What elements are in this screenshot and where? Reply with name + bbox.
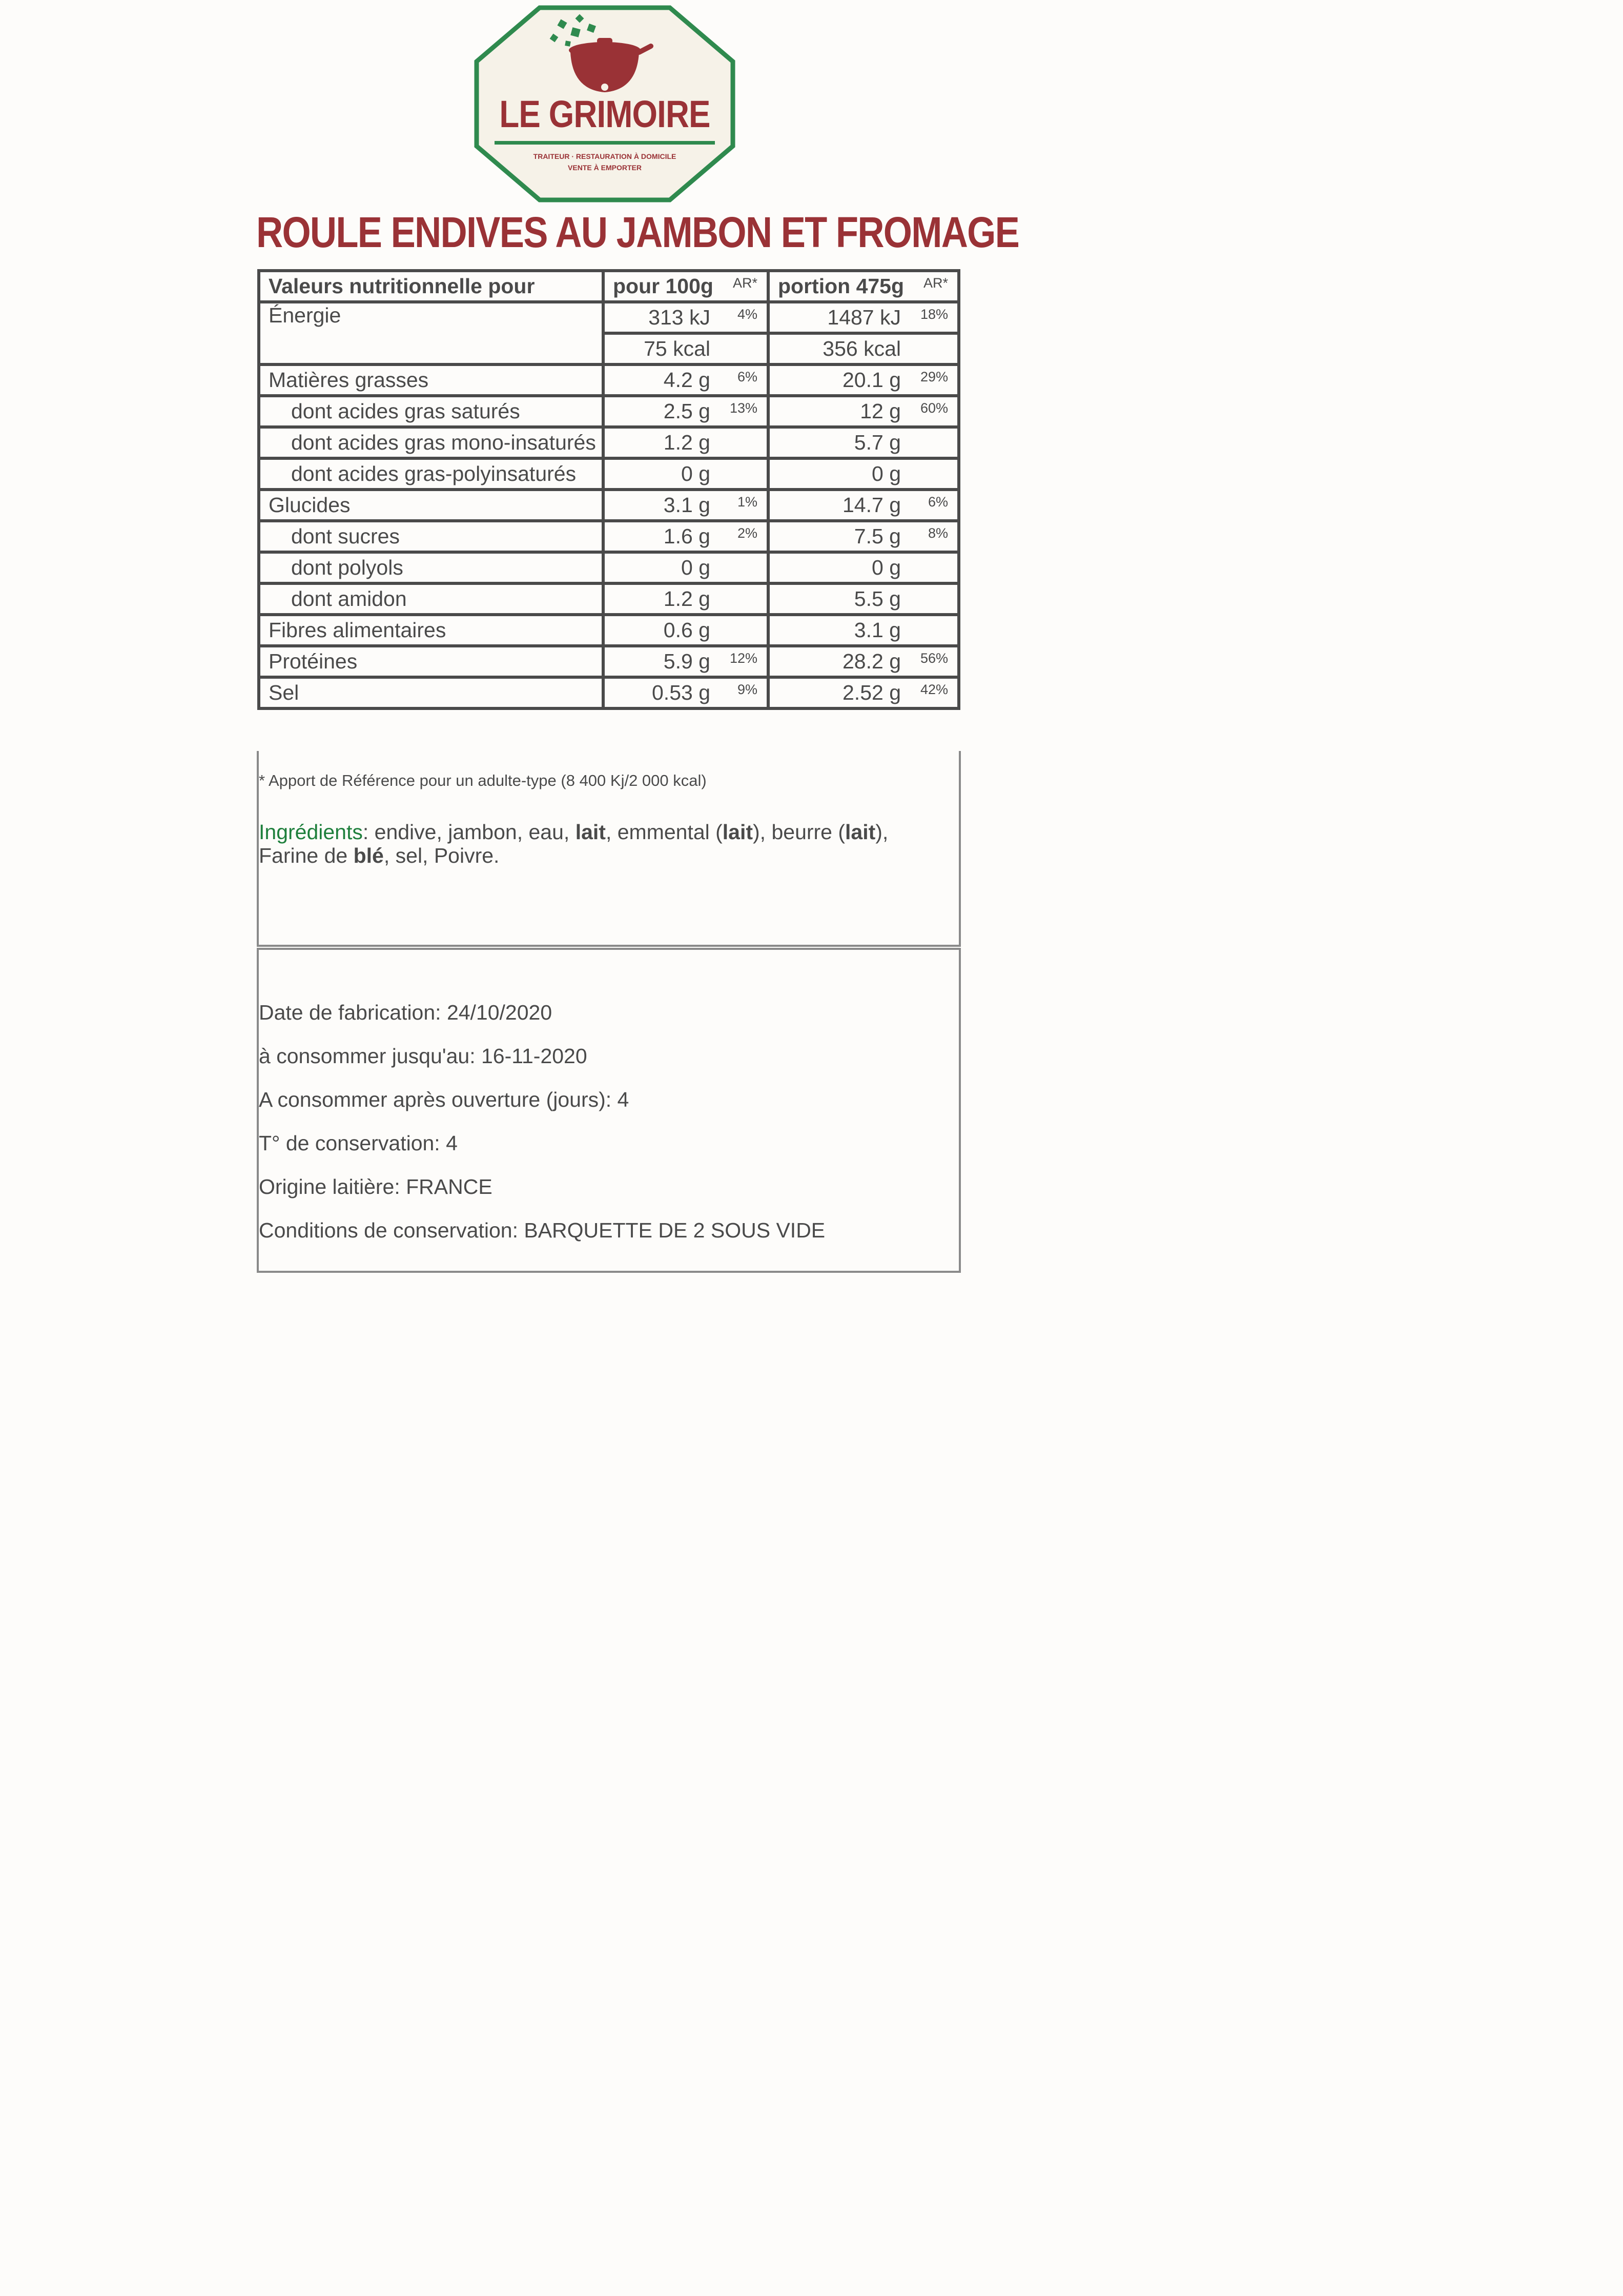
ar-value: 9% — [737, 682, 757, 697]
ar-marker: AR* — [732, 275, 757, 291]
ar-value: 12% — [729, 651, 757, 666]
nutrition-table — [257, 269, 960, 710]
energy-kj-portion: 1487 kJ 18% — [768, 302, 959, 333]
ar-value: 13% — [729, 400, 757, 416]
nutrient-label: Fibres alimentaires — [259, 615, 603, 646]
value-per-portion: 20.1 g 29% — [768, 364, 959, 396]
value-per-100g: 1.2 g — [603, 427, 768, 458]
ar-footnote: * Apport de Référence pour un adulte-type (8 400 Kj/2 000 kcal) — [259, 771, 707, 789]
allergen-text: lait — [575, 820, 606, 844]
value-per-portion: 3.1 g — [768, 615, 959, 646]
info-line: Conditions de conservation: BARQUETTE DE 2 SOUS VIDE — [259, 1218, 826, 1242]
ingredient-text: ), beurre ( — [753, 820, 846, 844]
nutrient-label: Matières grasses — [259, 364, 603, 396]
info-line: Date de fabrication: 24/10/2020 — [259, 1001, 552, 1024]
ar-value: 1% — [737, 494, 757, 510]
value-per-portion: 2.52 g 42% — [768, 677, 959, 708]
nutrient-label: dont sucres — [259, 521, 603, 552]
value-per-portion: 12 g 60% — [768, 396, 959, 427]
energy-kcal-portion: 356 kcal — [768, 333, 959, 364]
value-per-100g: 2.5 g 13% — [603, 396, 768, 427]
value-per-100g: 0 g — [603, 552, 768, 583]
nutrition-header-row — [259, 271, 959, 302]
nutrition-row — [259, 583, 959, 615]
value-per-100g: 1.2 g — [603, 583, 768, 615]
ingredients-label: Ingrédients — [259, 820, 363, 844]
info-line: A consommer après ouverture (jours): 4 — [259, 1088, 629, 1111]
value-per-portion: 28.2 g 56% — [768, 646, 959, 677]
ar-value: 4% — [737, 307, 757, 322]
energy-kcal-100g: 75 kcal — [603, 333, 768, 364]
nutrition-row — [259, 521, 959, 552]
ingredients-text — [259, 820, 952, 867]
energy-label: Énergie — [259, 302, 603, 364]
value-per-portion: 0 g — [768, 552, 959, 583]
energy-kj-100g: 313 kJ 4% — [603, 302, 768, 333]
value-per-100g: 5.9 g 12% — [603, 646, 768, 677]
ingredient-text: ), Farine de — [259, 820, 889, 867]
value-per-portion: 5.5 g — [768, 583, 959, 615]
ar-value: 42% — [920, 682, 948, 697]
ingredient-text: , emmental ( — [605, 820, 723, 844]
ar-value: 8% — [928, 525, 948, 541]
product-info-lines — [259, 1000, 825, 1261]
nutrient-label: dont polyols — [259, 552, 603, 583]
ingredient-text: : endive, jambon, eau, — [362, 820, 576, 844]
value-per-portion: 14.7 g 6% — [768, 490, 959, 521]
value-per-portion: 7.5 g 8% — [768, 521, 959, 552]
value-per-100g: 3.1 g 1% — [603, 490, 768, 521]
brand-tagline-2: VENTE À EMPORTER — [568, 164, 642, 172]
value-per-portion: 5.7 g — [768, 427, 959, 458]
ar-value: 18% — [920, 307, 948, 322]
ar-value: 60% — [920, 400, 948, 416]
header-label: Valeurs nutritionnelle pour — [259, 271, 603, 302]
nutrient-label: dont acides gras saturés — [259, 396, 603, 427]
ar-value: 6% — [928, 494, 948, 510]
value-per-100g: 0.6 g — [603, 615, 768, 646]
info-line: T° de conservation: 4 — [259, 1131, 458, 1155]
value-per-100g: 4.2 g 6% — [603, 364, 768, 396]
nutrient-label: Glucides — [259, 490, 603, 521]
nutrition-row — [259, 490, 959, 521]
nutrition-row — [259, 396, 959, 427]
header-per-portion: portion 475g AR* — [768, 271, 959, 302]
nutrition-row — [259, 552, 959, 583]
value-per-100g: 1.6 g 2% — [603, 521, 768, 552]
nutrition-row — [259, 364, 959, 396]
value-per-100g: 0.53 g 9% — [603, 677, 768, 708]
ar-value: 56% — [920, 651, 948, 666]
info-line: à consommer jusqu'au: 16-11-2020 — [259, 1044, 587, 1068]
product-title: ROULE ENDIVES AU JAMBON ET FROMAGE — [256, 208, 1019, 256]
value-per-portion: 0 g — [768, 458, 959, 490]
nutrition-row — [259, 427, 959, 458]
nutrient-label: Sel — [259, 677, 603, 708]
nutrient-label: dont amidon — [259, 583, 603, 615]
nutrition-row — [259, 458, 959, 490]
nutrition-row — [259, 646, 959, 677]
ar-value: 29% — [920, 369, 948, 384]
nutrient-label: dont acides gras mono-insaturés — [259, 427, 603, 458]
nutrition-row — [259, 615, 959, 646]
brand-logo — [474, 5, 735, 202]
brand-tagline-1: TRAITEUR · RESTAURATION À DOMICILE — [533, 152, 676, 160]
ar-marker: AR* — [923, 275, 948, 291]
header-per-100g: pour 100g AR* — [603, 271, 768, 302]
nutrition-row — [259, 677, 959, 708]
ar-value: 2% — [737, 525, 757, 541]
nutrient-label: Protéines — [259, 646, 603, 677]
value-per-100g: 0 g — [603, 458, 768, 490]
ingredient-text: , sel, Poivre. — [383, 844, 500, 867]
allergen-text: lait — [845, 820, 876, 844]
info-line: Origine laitière: FRANCE — [259, 1175, 492, 1198]
brand-name: LE GRIMOIRE — [499, 93, 710, 135]
nutrition-row-energy-kj — [259, 302, 959, 333]
allergen-text: lait — [722, 820, 753, 844]
nutrient-label: dont acides gras-polyinsaturés — [259, 458, 603, 490]
ar-value: 6% — [737, 369, 757, 384]
allergen-text: blé — [353, 844, 384, 867]
